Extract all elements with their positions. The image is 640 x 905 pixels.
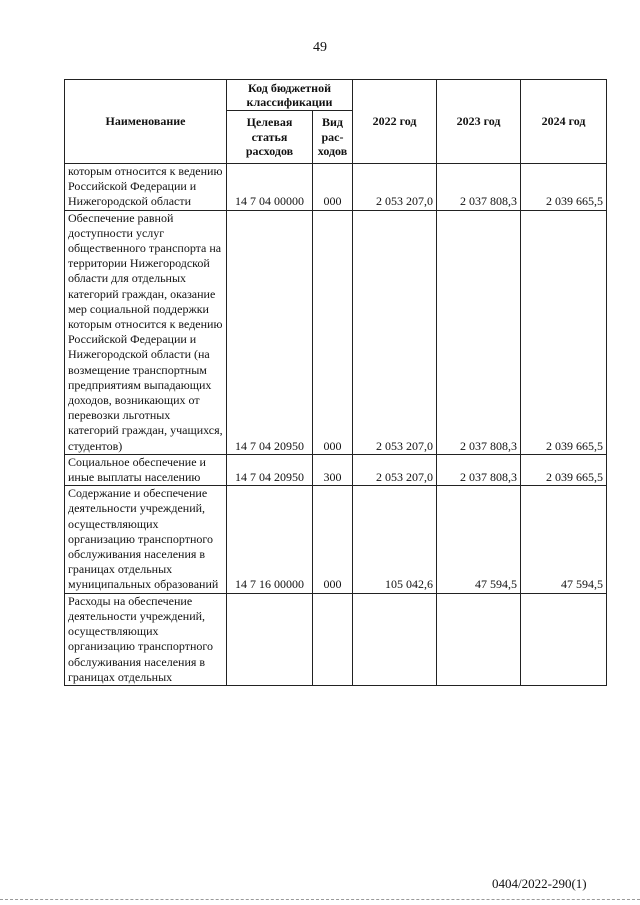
footer-divider: [0, 899, 640, 901]
row-type: 000: [313, 164, 353, 211]
row-2022: 105 042,6: [353, 486, 437, 593]
header-2023: 2023 год: [437, 80, 521, 164]
row-2023: 2 037 808,3: [437, 454, 521, 485]
table-header: [65, 80, 607, 164]
row-name: Содержание и обеспечение деятельности учреждений, осуществляющих организацию транспортного обслуживания населения в границах отдельных муниципальных образований: [65, 486, 227, 593]
document-number: 0404/2022-290(1): [492, 876, 587, 891]
row-2023: [437, 593, 521, 685]
row-2024: 2 039 665,5: [521, 454, 607, 485]
header-name: Наименование: [65, 80, 227, 164]
row-article: 14 7 04 20950: [227, 210, 313, 454]
row-type: [313, 593, 353, 685]
page-number: 49: [313, 40, 327, 55]
row-2022: [353, 593, 437, 685]
row-2024: 47 594,5: [521, 486, 607, 593]
row-name: Расходы на обеспечение деятельности учреждений, осуществляющих организацию транспортного обслуживания населения в границах отдельных: [65, 593, 227, 685]
header-target-article: Целевая статья расходов: [227, 111, 313, 164]
row-name: которым относится к ведению Российской Федерации и Нижегородской области: [65, 164, 227, 211]
row-2023: 2 037 808,3: [437, 210, 521, 454]
table-row: [65, 210, 607, 454]
row-2024: 2 039 665,5: [521, 210, 607, 454]
header-2024: 2024 год: [521, 80, 607, 164]
row-article: 14 7 16 00000: [227, 486, 313, 593]
row-2024: [521, 593, 607, 685]
row-article: 14 7 04 00000: [227, 164, 313, 211]
table-row: [65, 486, 607, 593]
row-article: [227, 593, 313, 685]
table-row: [65, 454, 607, 485]
header-code-group: Код бюджетной классификации: [227, 80, 353, 111]
row-2023: 47 594,5: [437, 486, 521, 593]
row-article: 14 7 04 20950: [227, 454, 313, 485]
row-name: Обеспечение равной доступности услуг общественного транспорта на территории Нижегородской области для отдельных категорий граждан, оказание мер социальной поддержки которым относится к ведению Российской Федерации и Нижегородской области (на возмещение транспортным предприятиям выпадающих доходов, возникающих от перевозки льготных категорий граждан, учащихся, студентов): [65, 210, 227, 454]
table-row: [65, 164, 607, 211]
budget-table: [64, 79, 607, 686]
row-2022: 2 053 207,0: [353, 454, 437, 485]
row-type: 000: [313, 210, 353, 454]
row-2023: 2 037 808,3: [437, 164, 521, 211]
row-2024: 2 039 665,5: [521, 164, 607, 211]
row-name: Социальное обеспечение и иные выплаты населению: [65, 454, 227, 485]
row-2022: 2 053 207,0: [353, 210, 437, 454]
row-2022: 2 053 207,0: [353, 164, 437, 211]
row-type: 000: [313, 486, 353, 593]
table-row: [65, 593, 607, 685]
header-2022: 2022 год: [353, 80, 437, 164]
row-type: 300: [313, 454, 353, 485]
header-expense-type: Вид рас-ходов: [313, 111, 353, 164]
